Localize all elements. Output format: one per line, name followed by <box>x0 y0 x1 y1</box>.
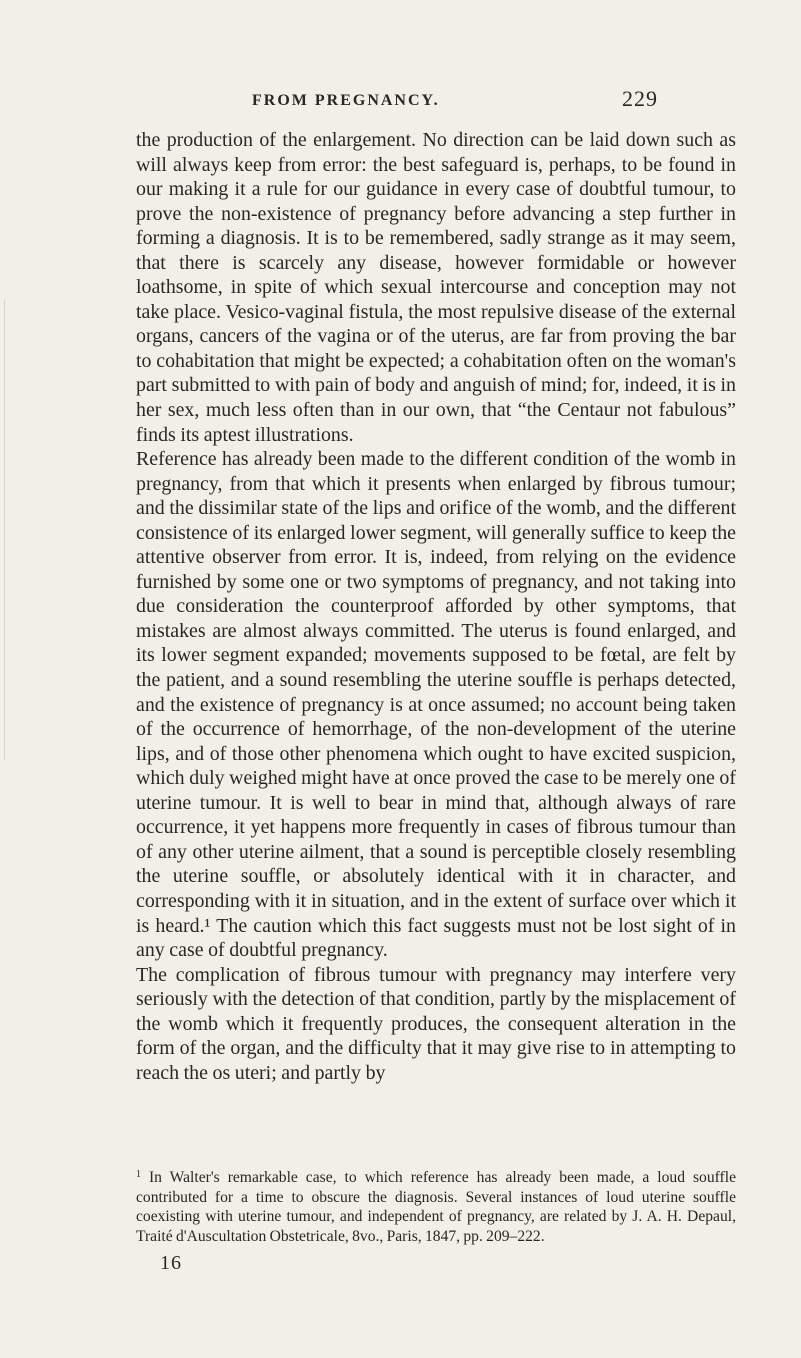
signature-mark: 16 <box>160 1252 182 1274</box>
footnote-text: In Walter's remarkable case, to which reference has already been made, a loud souffle contributed for a time to obscure the diagnosis. Several instances of loud uterine souffle coexisting with uterine tumour, and independent of pregnancy, are related by J. A. H. Depaul, Traité d'Auscultation Obstetricale, 8vo., Paris, 1847, pp. 209–222. <box>136 1169 736 1245</box>
gutter-shadow <box>4 300 5 760</box>
page-number: 229 <box>622 86 658 111</box>
footnote-marker: 1 <box>136 1169 141 1180</box>
footnote <box>136 1165 736 1246</box>
body-text: the production of the enlargement. No direction can be laid down such as will always keep from error: the best safeguard is, perhaps, to be found in our making it a rule for our guidance in every case of doubtful tumour, to prove the non-existence of pregnancy before advancing a step further in forming a diagnosis. It is to be remembered, sadly strange as it may seem, that there is scarcely any disease, however formidable or however loathsome, in spite of which sexual intercourse and conception may not take place. Vesico-vaginal fistula, the most repulsive disease of the external organs, cancers of the vagina or of the uterus, are far from proving the bar to cohabitation that might be expected; a cohabitation often on the woman's part submitted to with pain of body and anguish of mind; for, indeed, it is in her sex, much less often than in our own, that “the Centaur not fabulous” finds its aptest illustrations. Reference has already been made to the different condition of the womb in pregnancy, from that which it presents when enlarged by fibrous tumour; and the dissimilar state of the lips and orifice of the womb, and the different consistence of its enlarged lower segment, will generally suffice to keep the attentive observer from error. It is, indeed, from relying on the evidence furnished by some one or two symptoms of pregnancy, and not taking into due consideration the counterproof afforded by other symptoms, that mistakes are almost always committed. The uterus is found enlarged, and its lower segment expanded; movements supposed to be fœtal, are felt by the patient, and a sound resembling the uterine souffle is perhaps detected, and the existence of pregnancy is at once assumed; no account being taken of the occurrence of hemorrhage, of the non-development of the uterine lips, and of those other phenomena which ought to have excited suspicion, which duly weighed might have at once proved the case to be merely one of uterine tumour. It is well to bear in mind that, although always of rare occurrence, it yet happens more frequently in cases of fibrous tumour than of any other uterine ailment, that a sound is perceptible closely resembling the uterine souffle, or absolutely identical with it in character, and corresponding with it in situation, and in the extent of surface over which it is heard.¹ The caution which this fact suggests must not be lost sight of in any case of doubtful pregnancy. The complication of fibrous tumour with pregnancy may interfere very seriously with the detection of that condition, partly by the misplacement of the womb which it frequently produces, the consequent alteration in the form of the organ, and the difficulty that it may give rise to in attempting to reach the os uteri; and partly by <box>136 129 736 1084</box>
running-title: FROM PREGNANCY. <box>252 92 440 109</box>
